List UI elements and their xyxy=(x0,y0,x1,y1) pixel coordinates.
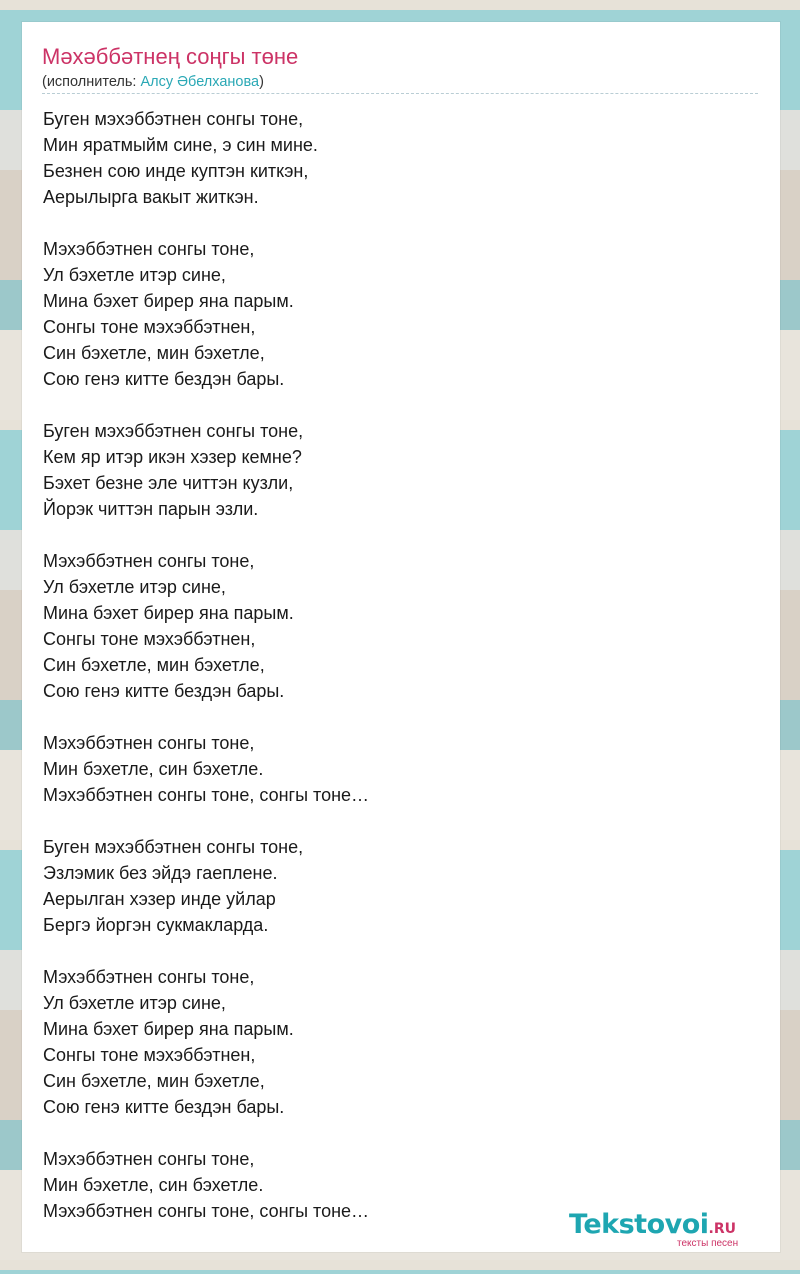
logo-wordmark xyxy=(569,1210,779,1244)
artist-suffix: ) xyxy=(259,74,264,90)
lyric-line: Бэхет безне эле читтэн кузли, xyxy=(43,473,294,493)
lyric-line: Буген мэхэббэтнен сонгы тоне, xyxy=(43,837,304,857)
lyric-line: Син бэхетле, мин бэхетле, xyxy=(43,655,265,675)
lyric-line: Син бэхетле, мин бэхетле, xyxy=(43,1071,265,1091)
song-header xyxy=(42,45,758,94)
lyric-line: Сою генэ китте бездэн бары. xyxy=(43,369,285,389)
lyric-line: Мин бэхетле, син бэхетле. xyxy=(43,1175,264,1195)
lyric-line: Мина бэхет бирер яна парым. xyxy=(43,291,294,311)
lyric-line: Сою генэ китте бездэн бары. xyxy=(43,681,285,701)
lyrics-body xyxy=(43,106,743,1250)
lyrics-stanza xyxy=(43,418,743,522)
lyrics-card xyxy=(22,22,780,1252)
lyric-line: Мэхэббэтнен сонгы тоне, xyxy=(43,551,255,571)
logo-tld: .RU xyxy=(708,1221,736,1237)
site-logo[interactable] xyxy=(569,1210,779,1250)
lyric-line: Мина бэхет бирер яна парым. xyxy=(43,1019,294,1039)
lyric-line: Ул бэхетле итэр сине, xyxy=(43,265,226,285)
lyric-line: Буген мэхэббэтнен сонгы тоне, xyxy=(43,421,304,441)
song-title: Мәхәббәтнең соңгы төне xyxy=(42,44,299,69)
lyric-line: Аерылырга вакыт житкэн. xyxy=(43,187,259,207)
lyric-line: Йорэк читтэн парын эзли. xyxy=(43,499,259,519)
lyric-line: Безнен сою инде куптэн киткэн, xyxy=(43,161,309,181)
lyric-line: Кем яр итэр икэн хэзер кемне? xyxy=(43,447,302,467)
artist-prefix: (исполнитель: xyxy=(42,74,141,90)
lyric-line: Мэхэббэтнен сонгы тоне, xyxy=(43,967,255,987)
lyric-line: Буген мэхэббэтнен сонгы тоне, xyxy=(43,109,304,129)
lyric-line: Эзлэмик без эйдэ гаеплене. xyxy=(43,863,278,883)
lyric-line: Мин бэхетле, син бэхетле. xyxy=(43,759,264,779)
lyric-line: Сонгы тоне мэхэббэтнен, xyxy=(43,317,256,337)
lyrics-stanza xyxy=(43,236,743,392)
artist-link[interactable]: Алсу Әбелханова xyxy=(140,74,260,90)
lyric-line: Ул бэхетле итэр сине, xyxy=(43,577,226,597)
lyric-line: Мэхэббэтнен сонгы тоне, xyxy=(43,239,255,259)
lyric-line: Сонгы тоне мэхэббэтнен, xyxy=(43,1045,256,1065)
lyric-line: Мэхэббэтнен сонгы тоне, xyxy=(43,1149,255,1169)
lyrics-stanza xyxy=(43,834,743,938)
lyrics-stanza xyxy=(43,548,743,704)
lyric-line: Мэхэббэтнен сонгы тоне, xyxy=(43,733,255,753)
lyrics-stanza xyxy=(43,964,743,1120)
lyric-line: Сою генэ китте бездэн бары. xyxy=(43,1097,285,1117)
lyric-line: Сонгы тоне мэхэббэтнен, xyxy=(43,629,256,649)
lyrics-stanza xyxy=(43,730,743,808)
artist-line xyxy=(42,74,758,90)
lyric-line: Бергэ йоргэн сукмакларда. xyxy=(43,915,269,935)
logo-tagline: тексты песен xyxy=(677,1238,739,1249)
lyrics-stanza xyxy=(43,106,743,210)
logo-name: Tekstovoi xyxy=(569,1209,709,1240)
lyric-line: Мин яратмыйм сине, э син мине. xyxy=(43,135,318,155)
lyric-line: Мэхэббэтнен сонгы тоне, сонгы тоне… xyxy=(43,1201,370,1221)
lyric-line: Син бэхетле, мин бэхетле, xyxy=(43,343,265,363)
lyric-line: Мина бэхет бирер яна парым. xyxy=(43,603,294,623)
lyric-line: Аерылган хэзер инде уйлар xyxy=(43,889,276,909)
lyric-line: Мэхэббэтнен сонгы тоне, сонгы тоне… xyxy=(43,785,370,805)
lyric-line: Ул бэхетле итэр сине, xyxy=(43,993,226,1013)
